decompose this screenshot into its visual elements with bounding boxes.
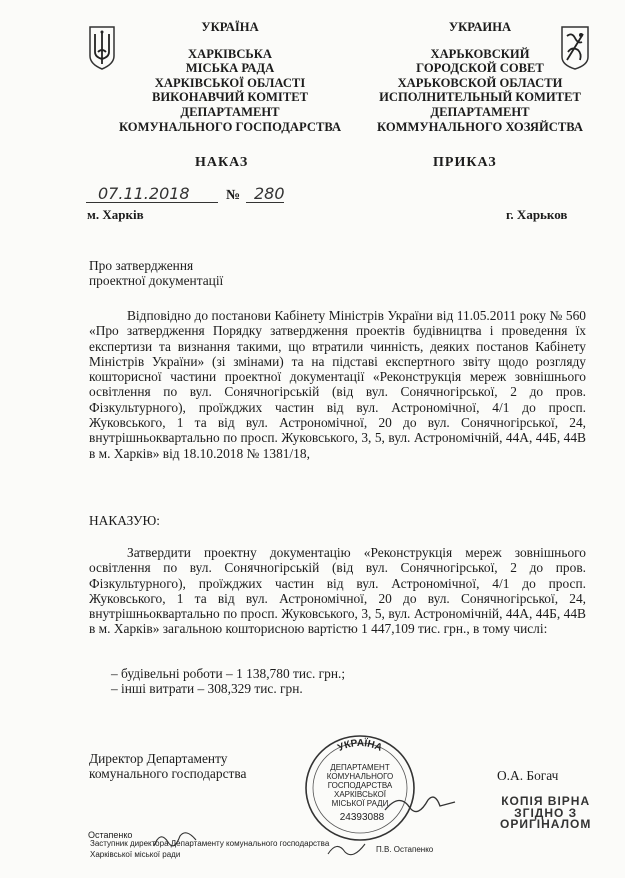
- city-ru: г. Харьков: [506, 207, 568, 222]
- stamp-line: ХАРКІВСЬКОЇ: [333, 790, 387, 799]
- copy-certified-stamp: [500, 796, 591, 831]
- copy-stamp-line: ЗГІДНО З: [514, 805, 578, 820]
- official-round-stamp: [300, 730, 420, 845]
- signatory-name: О.А. Богач: [497, 768, 559, 783]
- header-left: [110, 20, 350, 134]
- date-underline: [86, 202, 218, 203]
- copy-stamp-line: ОРИГІНАЛОМ: [500, 817, 592, 831]
- deputy-signature: [150, 826, 200, 854]
- order-title-ua: НАКАЗ: [195, 155, 249, 170]
- subject: [89, 258, 223, 289]
- decision: [89, 545, 586, 637]
- cost-items: [111, 666, 571, 697]
- header-right-line: КОММУНАЛЬНОГО ХОЗЯЙСТВА: [377, 119, 583, 134]
- date-number-line: [86, 182, 286, 208]
- number-sign: №: [226, 188, 241, 203]
- header-left-line: МІСЬКА РАДА: [185, 61, 275, 76]
- signature-position-line: Директор Департаменту: [89, 751, 228, 766]
- header-left-line: ХАРКІВСЬКОЇ ОБЛАСТІ: [154, 75, 306, 90]
- header-right-line: ГОРОДСКОЙ СОВЕТ: [416, 61, 544, 76]
- footer-surname: Остапенко: [88, 830, 133, 840]
- footer-deputy-line2: Харківської міської ради: [90, 850, 181, 859]
- header-right: [360, 20, 600, 134]
- list-item: – інші витрати – 308,329 тис. грн.: [111, 681, 571, 696]
- city-ua: м. Харків: [87, 207, 144, 222]
- header-right-line: ИСПОЛНИТЕЛЬНЫЙ КОМИТЕТ: [379, 90, 581, 105]
- decision-text: Затвердити проектну документацію «Реконструкція мереж зовнішнього освітлення по вул. Сонячногірській (від вул. Сонячногірської, 2 до пров. Фізкультурного), проїжджих частин від вул. Астрономічної, 4/1 до просп. Жуковського, 1 та від вул. Астрономічної, 20 до вул. Сонячногірської, 24, внутрішньоквартально по просп. Жуковського, 3, 5, вул. Астрономічній, 44А, 44Б, 44В в м. Харків» загальною кошторисною вартістю 1 447,109 тис. грн., в тому числі:: [89, 545, 586, 637]
- footer-deputy-name: П.В. Остапенко: [376, 845, 434, 854]
- order-number: 280: [254, 184, 285, 203]
- header-left-line: ДЕПАРТАМЕНТ: [180, 104, 280, 119]
- header-right-line: ДЕПАРТАМЕНТ: [430, 104, 530, 119]
- preamble-text: Відповідно до постанови Кабінету Міністрів України від 11.05.2011 року № 560 «Про затвердження Порядку затвердження проектів будівництва і проведення їх експертизи та визнання такими, що втратили чинність, деяких постанов Кабінету Міністрів України» (зі змінами) та на підставі експертного звіту щодо розгляду кошторисної частини проектної документації «Реконструкція мереж зовнішнього освітлення по вул. Сонячногірській (від вул. Сонячногірської, 2 до пров. Фізкультурного), проїжджих частин від вул. Астрономічної, 4/1 до просп. Жуковського, 1 та від вул. Астрономічної, 20 до вул. Сонячногірської, 24, внутрішньоквартально по просп. Жуковського, 3, 5, вул. Астрономічній, 44А, 44Б, 44В в м. Харків» від 18.10.2018 № 1381/18,: [89, 308, 586, 461]
- stamp-line: ДЕПАРТАМЕНТ: [330, 763, 390, 772]
- header-left-line: ХАРКІВСЬКА: [188, 46, 272, 61]
- stamp-code: 24393088: [339, 812, 385, 823]
- list-item: – будівельні роботи – 1 138,780 тис. грн.;: [111, 666, 571, 681]
- footer-deputy-line1: Заступник директора Департаменту комунального господарства: [90, 839, 330, 848]
- stamp-top-text: УКРАЇНА: [336, 737, 384, 754]
- header-left-line: ВИКОНАВЧИЙ КОМІТЕТ: [151, 90, 309, 105]
- subject-line: Про затвердження: [89, 258, 194, 273]
- signature-position-line: комунального господарства: [89, 766, 247, 782]
- director-signature: [380, 790, 460, 820]
- order-word: НАКАЗУЮ:: [89, 513, 160, 528]
- signature-position: [89, 751, 246, 782]
- copy-stamp-line: КОПІЯ ВІРНА: [501, 794, 591, 808]
- subject-line: проектної документації: [89, 273, 224, 289]
- number-underline: [246, 202, 284, 203]
- stamp-line: МІСЬКОЇ РАДИ: [331, 799, 389, 808]
- preamble: [89, 308, 586, 461]
- stamp-line: ГОСПОДАРСТВА: [327, 781, 393, 790]
- header-right-country: УКРАИНА: [448, 20, 512, 34]
- header-right-line: ХАРЬКОВСКОЙ ОБЛАСТИ: [397, 75, 563, 90]
- stamp-line: КОМУНАЛЬНОГО: [326, 772, 394, 781]
- deputy-signature-right: [325, 838, 370, 860]
- header-left-line: КОМУНАЛЬНОГО ГОСПОДАРСТВА: [118, 119, 342, 134]
- order-title-ru: ПРИКАЗ: [433, 155, 497, 170]
- order-date: 07.11.2018: [98, 184, 190, 203]
- header-left-country: УКРАЇНА: [201, 20, 259, 34]
- header-right-line: ХАРЬКОВСКИЙ: [430, 46, 530, 61]
